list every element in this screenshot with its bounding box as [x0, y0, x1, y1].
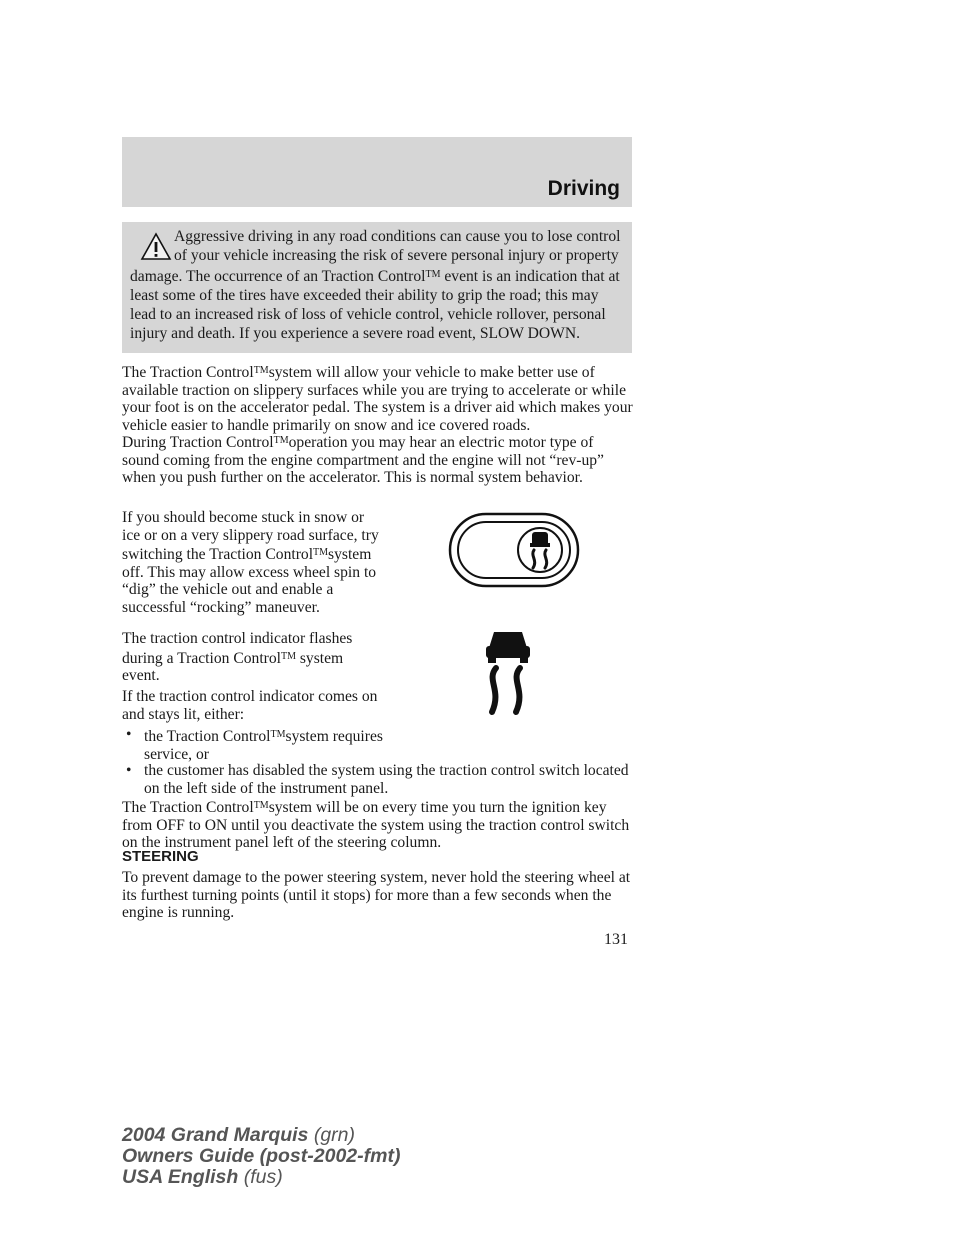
document-footer	[122, 1125, 400, 1188]
footer-line-model: 2004 Grand Marquis (grn)	[122, 1124, 355, 1146]
bullet-symbol: •	[126, 762, 132, 779]
page-number: 131	[604, 931, 628, 948]
paragraph-steering: To prevent damage to the power steering system, never hold the steering wheel at its furthest turning points (until it stops) for more than a few seconds when the engine is running.	[122, 869, 631, 922]
traction-control-switch-icon	[448, 512, 580, 588]
paragraph-indicator-stays-lit: If the traction control indicator comes on and stays lit, either:	[122, 688, 378, 723]
list-item	[122, 726, 384, 763]
footer-line-guide: Owners Guide (post-2002-fmt)	[122, 1145, 401, 1167]
heading-steering: STEERING	[122, 848, 199, 865]
section-title: Driving	[547, 177, 620, 200]
warning-text: Aggressive driving in any road conditions can cause you to lose control of your vehicle increasing the risk of severe personal injury or property damage. The occurrence of an Traction Control™ event is an indication that at least some of the tires have exceeded their ability to grip the road; this may lead to an increased risk of loss of vehicle control, vehicle rollover, personal injury and death. If you experience a severe road event, SLOW DOWN.	[130, 228, 621, 342]
list-item-text: the Traction Control™system requires service, or	[144, 728, 383, 763]
paragraph-indicator-flashes: The traction control indicator flashes during a Traction Control™ system event.	[122, 630, 353, 685]
paragraph-traction-control-intro: The Traction Control™system will allow your vehicle to make better use of available traction on slippery surfaces while you are trying to accelerate or while your foot is on the accelerator pedal. The system is a driver aid which makes your vehicle easier to handle primarily on snow and ice covered roads.	[122, 364, 633, 434]
warning-box	[122, 222, 632, 353]
paragraph-stuck-in-snow: If you should become stuck in snow or ice or on a very slippery road surface, try switching the Traction Control™system off. This may allow excess wheel spin to “dig” the vehicle out and enable a successful “rocking” maneuver.	[122, 509, 379, 616]
paragraph-system-on-default: The Traction Control™system will be on every time you turn the ignition key from OFF to ON until you deactivate the system using the traction control switch on the instrument panel left of the steering column.	[122, 799, 630, 852]
traction-control-indicator-icon	[480, 628, 536, 716]
bullet-symbol: •	[126, 726, 132, 743]
footer-line-language: USA English (fus)	[122, 1166, 283, 1188]
section-header-band	[122, 137, 632, 207]
paragraph-traction-control-operation: During Traction Control™operation you may hear an electric motor type of sound coming from the engine compartment and the engine will not “rev-up” when you push further on the accelerator. This is normal system behavior.	[122, 434, 604, 487]
list-item	[122, 762, 634, 797]
list-item-text: the customer has disabled the system using the traction control switch located on the left side of the instrument panel.	[144, 762, 629, 797]
